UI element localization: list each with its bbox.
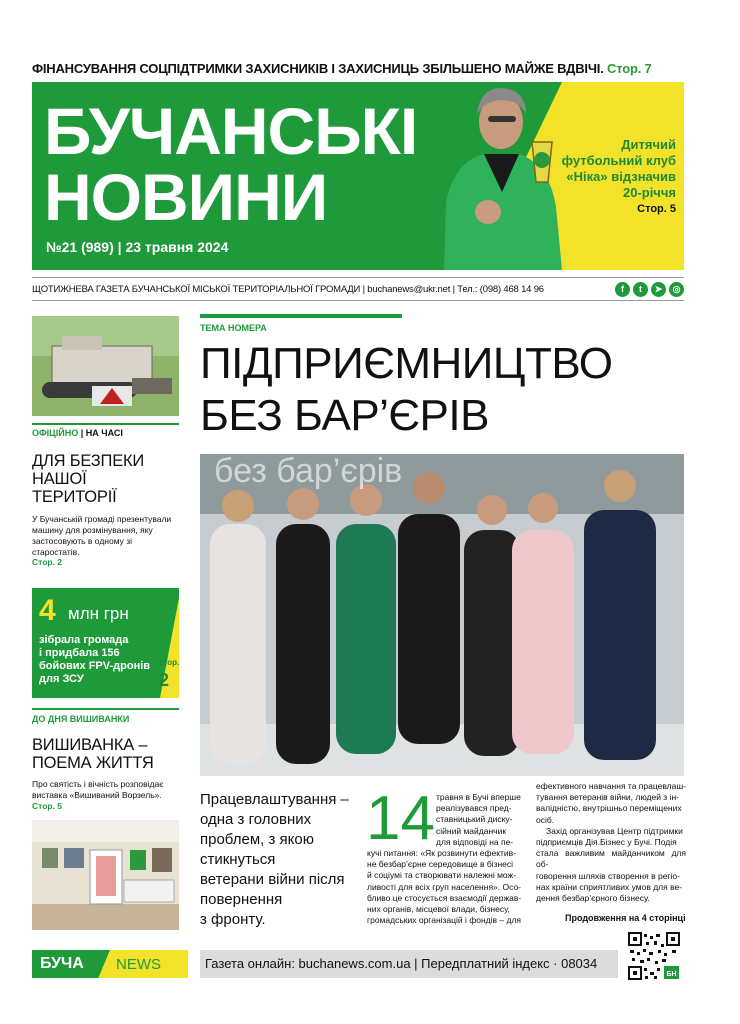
- body-line: реалізувався пред-: [436, 803, 512, 814]
- body-line: ставницький диску-: [436, 814, 513, 825]
- teaser-page: Стор. 5: [637, 203, 676, 215]
- story-text-vyshyvanka: Про святість і вічність розповідає виставка «Вишиваний Ворзель».: [32, 779, 164, 800]
- lead-paragraph: [200, 790, 360, 930]
- lead-line: одна з головних: [200, 811, 312, 828]
- body-line: них органів, місцевої влади, бізнесу,: [367, 904, 510, 915]
- desc-line: для ЗСУ: [39, 673, 84, 685]
- story-page-link[interactable]: Стор. 5: [32, 801, 63, 811]
- title-line: НАШОЇ: [32, 470, 87, 488]
- title-line: ПОЕМА ЖИТТЯ: [32, 754, 154, 772]
- body-column-1-head: [436, 792, 528, 848]
- body-line: Захід організував Центр підтримки: [546, 825, 683, 836]
- dropcap-number: 14: [366, 784, 435, 853]
- section-label-vyshyvanka: ДО ДНЯ ВИШИВАНКИ: [32, 714, 130, 724]
- body-column-1: [367, 848, 529, 926]
- drones-fundraising-box[interactable]: [32, 588, 179, 698]
- desc-line: зібрала громада: [39, 634, 129, 646]
- body-line: й соціумі та створювати належні мож-: [367, 870, 517, 881]
- amount-number: 4: [39, 594, 56, 627]
- amount-unit: млн грн: [68, 604, 129, 623]
- body-line: підприємців Дія.Бізнес у Бучі. Подія: [536, 837, 677, 848]
- main-section-label: ТЕМА НОМЕРА: [200, 323, 267, 333]
- title-line: ВИШИВАНКА –: [32, 736, 148, 754]
- section-label: ОФІЦІЙНО | НА ЧАСІ: [32, 428, 123, 438]
- top-headline-text: ФІНАНСУВАННЯ СОЦПІДТРИМКИ ЗАХИСНИКІВ І ЗАХИСНИЦЬ ЗБІЛЬШЕНО МАЙЖЕ ВДВІЧІ.: [32, 61, 604, 76]
- body-line: бливо це стосується взаємодії держав-: [367, 892, 522, 903]
- qr-badge-text: БН: [666, 971, 677, 978]
- teaser-line: футбольний клуб: [561, 153, 676, 168]
- logo-text-bucha: БУЧА: [40, 955, 84, 972]
- story-text-safety: У Бучанській громаді презентували машину для розмінування, яку застосовують в одному зі старостатів.: [32, 514, 172, 557]
- logo-text-news: NEWS: [116, 956, 161, 973]
- lead-line: проблем, з якою: [200, 831, 314, 848]
- money-description: [39, 634, 179, 686]
- top-headline[interactable]: [32, 61, 712, 76]
- body-column-2: [536, 781, 686, 904]
- main-section-rule: [200, 314, 402, 318]
- story-title-safety[interactable]: [32, 452, 144, 506]
- main-title-line1[interactable]: ПІДПРИЄМНИЦТВО: [200, 339, 613, 388]
- body-line: сійний майданчик: [436, 825, 507, 836]
- masthead-news-teaser[interactable]: [526, 137, 676, 217]
- body-line: не безбар’єрне середовище в бізнесі: [367, 859, 514, 870]
- social-icons: [615, 282, 684, 297]
- newspaper-title-line1: БУЧАНСЬКІ: [44, 94, 418, 168]
- body-line: тування ветеранів війни, людей з ін-: [536, 792, 679, 803]
- main-group-photo[interactable]: [200, 454, 684, 776]
- body-line: дення безбар’єрного бізнесу.: [536, 893, 650, 904]
- group-photo-illustration: [200, 454, 684, 776]
- body-line: осіб.: [536, 814, 555, 825]
- lead-line: повернення: [200, 891, 283, 908]
- story-page-link[interactable]: Стор. 2: [32, 557, 63, 567]
- facebook-icon[interactable]: f: [615, 282, 630, 297]
- tagline: ЩОТИЖНЕВА ГАЗЕТА БУЧАНСЬКОЇ МІСЬКОЇ ТЕРИТОРІАЛЬНОЇ ГРОМАДИ | buchanews@ukr.net | Тел.: (098) 468 14 96: [32, 284, 544, 295]
- body-line: кучі питання: «Як розвинути ефектив-: [367, 848, 516, 858]
- tagline-bar: [32, 277, 684, 301]
- continued-link[interactable]: Продовження на 4 сторінці: [565, 913, 686, 923]
- masthead: [32, 82, 684, 270]
- desc-line: бойових FPV-дронів: [39, 660, 151, 672]
- money-page-number: 2: [159, 670, 170, 690]
- body-line: говорення шляхів створення в регіо-: [536, 870, 680, 881]
- twitter-icon[interactable]: t: [633, 282, 648, 297]
- lead-line: ветерани війни після: [200, 871, 345, 888]
- section-rule: [32, 423, 179, 425]
- teaser-line: «Ніка» відзначив: [566, 169, 676, 184]
- exhibition-photo[interactable]: [32, 820, 179, 930]
- issue-info: №21 (989) | 23 травня 2024: [46, 239, 229, 255]
- body-line: ефективного навчання та працевлаш-: [536, 781, 687, 791]
- desc-line: і придбала 156: [39, 647, 120, 659]
- body-line: для відповіді на пе-: [436, 836, 514, 847]
- photo-banner-text: без бар’єрів: [214, 454, 403, 490]
- lead-line: стикнуться: [200, 851, 276, 868]
- section-label-green: ОФІЦІЙНО: [32, 428, 79, 438]
- top-headline-page: Стор. 7: [607, 61, 652, 76]
- bucha-news-logo[interactable]: [32, 950, 188, 978]
- title-line: ТЕРИТОРІЇ: [32, 488, 117, 506]
- body-line: валідністю, внутрішньо переміщених: [536, 803, 682, 814]
- body-line: ливості для всіх груп населення». Осо-: [367, 881, 522, 892]
- lead-line: Працевлаштування –: [200, 791, 349, 808]
- qr-code-icon[interactable]: [628, 932, 680, 980]
- teaser-line: Дитячий: [621, 137, 676, 152]
- title-line: ДЛЯ БЕЗПЕКИ: [32, 452, 145, 470]
- body-line: нах країни сприятливих умов для ве-: [536, 881, 683, 892]
- demining-machine-photo[interactable]: [32, 316, 179, 416]
- body-line: громадських організацій і фондів – для: [367, 915, 522, 926]
- section-rule: [32, 708, 179, 710]
- section-label-black: НА ЧАСІ: [85, 428, 123, 438]
- story-title-vyshyvanka[interactable]: [32, 736, 154, 772]
- body-line: стала важливим майданчиком для об-: [536, 848, 686, 870]
- teaser-line: 20-річчя: [622, 185, 676, 200]
- lead-line: з фронту.: [200, 911, 266, 928]
- body-line: травня в Бучі вперше: [436, 792, 521, 802]
- money-page-label: стор.: [159, 658, 179, 667]
- online-subscription-bar[interactable]: Газета онлайн: buchanews.com.ua | Передплатний індекс · 08034: [200, 950, 618, 978]
- telegram-icon[interactable]: ➤: [651, 282, 666, 297]
- newspaper-title-line2: НОВИНИ: [44, 160, 328, 234]
- instagram-icon[interactable]: ◎: [669, 282, 684, 297]
- main-title-line2[interactable]: БЕЗ БАР’ЄРІВ: [200, 391, 489, 440]
